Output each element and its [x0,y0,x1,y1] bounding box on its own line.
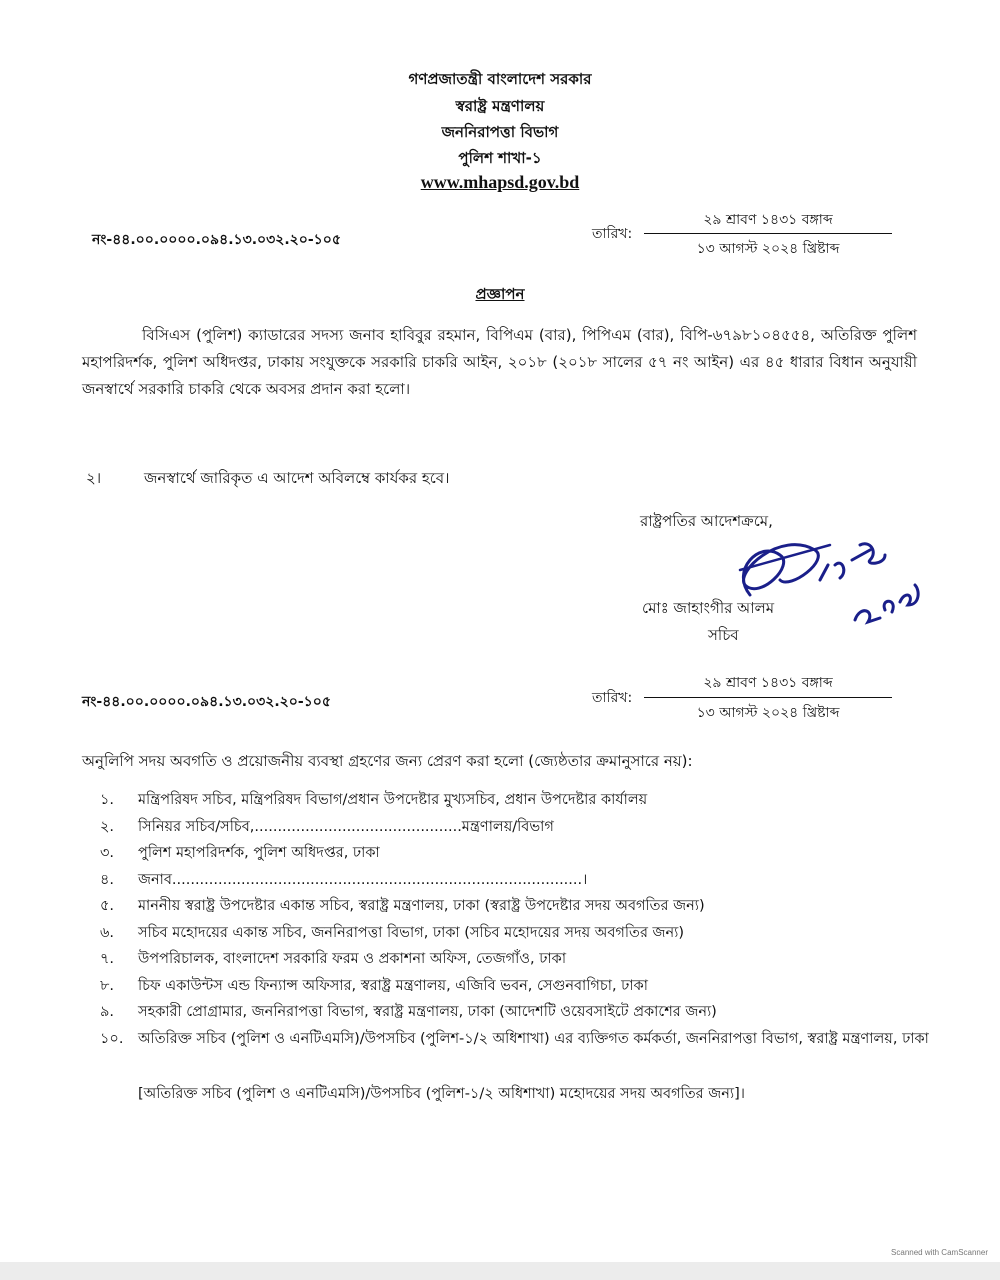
list-item-text: পুলিশ মহাপরিদর্শক, পুলিশ অধিদপ্তর, ঢাকা [138,845,380,861]
paragraph-2-number: ২। [86,469,102,487]
copy-list [100,787,930,1052]
list-item-text: সিনিয়র সচিব/সচিব,.............................................মন্ত্রণালয়/বিভাগ [138,818,554,835]
date-english: ১৩ আগস্ট ২০২৪ খ্রিষ্টাব্দ [696,241,840,257]
list-item-number: ৯. [100,1004,115,1020]
list-item-text: জনাব.........................................................................................। [138,871,588,888]
list-item [100,867,930,894]
copy-date-bangla: ২৯ শ্রাবণ ১৪৩১ বঙ্গাব্দ [703,675,833,691]
body-paragraph-1: বিসিএস (পুলিশ) ক্যাডারের সদস্য জনাব হাবিবুর রহমান, বিপিএম (বার), পিপিএম (বার), বিপি-৬৭৯৮১০৪৫৫৪, অতিরিক্ত পুলিশ মহাপরিদর্শক, পুলিশ অধিদপ্তর, ঢাকায় সংযুক্তকে সরকারি চাকরি আইন, ২০১৮ (২০১৮ সালের ৫৭ নং আইন) এর ৪৫ ধারার বিধান অনুযায়ী জনস্বার্থে সরকারি চাকরি থেকে অবসর প্রদান করা হলো। [82,326,917,398]
list-item-number: ৩. [100,845,115,861]
list-item [100,787,930,814]
list-item-text: চিফ একাউন্টস এন্ড ফিন্যান্স অফিসার, স্বরাষ্ট্র মন্ত্রণালয়, এজিবি ভবন, সেগুনবাগিচা, ঢাকা [138,977,648,994]
copy-memo-number: নং-৪৪.০০.০০০০.০৯৪.১৩.০৩২.২০-১০৫ [82,694,331,710]
copy-date-label: তারিখ: [592,690,633,706]
list-item-text: সচিব মহোদয়ের একান্ত সচিব, জননিরাপত্তা বিভাগ, ঢাকা (সচিব মহোদয়ের সদয় অবগতির জন্য) [138,924,685,941]
item-10-note: [অতিরিক্ত সচিব (পুলিশ ও এনটিএমসি)/উপসচিব (পুলিশ-১/২ অধিশাখা) মহোদয়ের সদয় অবগতির জন্য]। [138,1086,745,1102]
list-item [100,946,930,973]
list-item-text: মাননীয় স্বরাষ্ট্র উপদেষ্টার একান্ত সচিব, স্বরাষ্ট্র মন্ত্রণালয়, ঢাকা (স্বরাষ্ট্র উপদেষ্টার সদয় অবগতির জন্য) [138,898,705,914]
list-item [100,840,930,867]
list-item-text: উপপরিচালক, বাংলাদেশ সরকারি ফরম ও প্রকাশনা অফিস, তেজগাঁও, ঢাকা [138,951,567,967]
subject-heading: প্রজ্ঞাপন [475,285,525,303]
list-item [100,814,930,841]
list-item-number: ১. [100,792,115,808]
copy-intro: অনুলিপি সদয় অবগতি ও প্রয়োজনীয় ব্যবস্থা গ্রহণের জন্য প্রেরণ করা হলো (জ্যেষ্ঠতার ক্রমানুসারে নয়): [82,752,693,770]
list-item [100,973,930,1000]
copy-date-english: ১৩ আগস্ট ২০২৪ খ্রিষ্টাব্দ [696,705,840,721]
list-item-number: ৪. [100,871,115,888]
list-item-number: ২. [100,818,115,835]
list-item-number: ৬. [100,924,115,941]
division-name: জননিরাপত্তা বিভাগ [441,123,559,141]
scan-edge [0,1262,1000,1280]
signatory-title: সচিব [708,626,739,644]
list-item-text: সহকারী প্রোগ্রামার, জননিরাপত্তা বিভাগ, স্বরাষ্ট্র মন্ত্রণালয়, ঢাকা (আদেশটি ওয়েবসাইটে প্রকাশের জন্য) [138,1004,717,1020]
date-divider [644,233,892,234]
branch-name: পুলিশ শাখা-১ [458,149,542,167]
list-item [100,999,930,1026]
date-label: তারিখ: [592,226,633,242]
list-item-text: মন্ত্রিপরিষদ সচিব, মন্ত্রিপরিষদ বিভাগ/প্রধান উপদেষ্টার মুখ্যসচিব, প্রধান উপদেষ্টার কার্যালয় [138,792,648,808]
signatory-name: মোঃ জাহাংগীর আলম [642,599,775,617]
list-item-text: অতিরিক্ত সচিব (পুলিশ ও এনটিএমসি)/উপসচিব (পুলিশ-১/২ অধিশাখা) এর ব্যক্তিগত কর্মকর্তা, জননিরাপত্তা বিভাগ, স্বরাষ্ট্র মন্ত্রণালয়, ঢাকা [138,1030,929,1047]
website-link[interactable]: www.mhapsd.gov.bd [420,172,580,192]
ministry-name: স্বরাষ্ট্র মন্ত্রণালয় [455,97,545,115]
list-item-number: ৫. [100,898,115,914]
list-item-number: ১০. [100,1030,124,1047]
presidential-order-line: রাষ্ট্রপতির আদেশক্রমে, [640,512,773,530]
copy-date-divider [644,697,892,698]
list-item-number: ৭. [100,951,115,967]
body-paragraph-2: জনস্বার্থে জারিকৃত এ আদেশ অবিলম্বে কার্যকর হবে। [144,469,450,487]
list-item-number: ৮. [100,977,115,994]
list-item [100,893,930,920]
scanner-watermark: Scanned with CamScanner [891,1248,988,1257]
memo-number: নং-৪৪.০০.০০০০.০৯৪.১৩.০৩২.২০-১০৫ [92,232,341,248]
list-item [100,920,930,947]
govt-name: গণপ্রজাতন্ত্রী বাংলাদেশ সরকার [408,70,592,88]
list-item [100,1026,930,1053]
date-bangla: ২৯ শ্রাবণ ১৪৩১ বঙ্গাব্দ [703,212,833,228]
